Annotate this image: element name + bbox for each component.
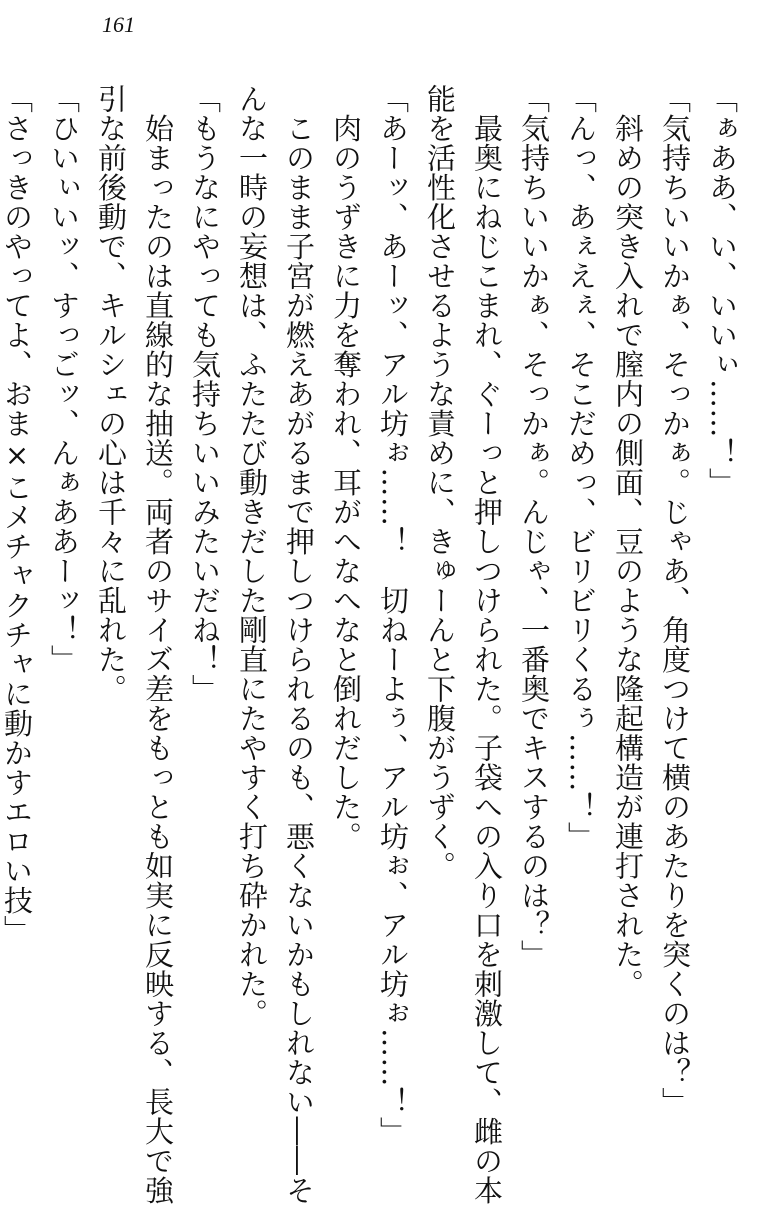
text-line: 「あーッ、あーッ、アル坊ぉ……！ 切ねーよぅ、アル坊ぉ、アル坊ぉ……！」 [376,84,410,1146]
text-line: 「ぁああ、い、いいぃ……！」 [705,84,739,497]
text-line: 「気持ちいいかぁ、そっかぁ。んじゃ、一番奥でキスするのは？」 [517,84,551,969]
text-line: 引な前後動で、キルシェの心は千々に乱れた。 [94,84,128,704]
text-line: このまま子宮が燃えあがるまで押しつけられるのも、悪くないかもしれない――そ [282,84,316,1205]
text-line: 「気持ちいいかぁ、そっかぁ。じゃあ、角度つけて横のあたりを突くのは？」 [658,84,692,1117]
vertical-text-body [0,84,745,1205]
text-line: んな一時の妄想は、ふたたび動きだした剛直にたやすく打ち砕かれた。 [235,84,269,1028]
text-line: 肉のうずきに力を奪われ、耳がへなへなと倒れだした。 [329,84,363,851]
text-line: 「んっ、あぇえぇ、そこだめっ、ビリビリくるぅ……！」 [564,84,598,851]
text-line: 斜めの突き入れで膣内の側面、豆のような隆起構造が連打された。 [611,84,645,999]
text-line: 「ひいぃいッ、すっごッ、んぁああーッ！」 [47,84,81,674]
text-line: 「さっきのやってよ、おま×こメチャクチャに動かすエロい技」 [0,84,34,945]
text-line: 始まったのは直線的な抽送。両者のサイズ差をもっとも如実に反映する、長大で強 [141,84,175,1205]
text-line: 能を活性化させるような責めに、きゅーんと下腹がうずく。 [423,84,457,881]
text-line: 最奥にねじこまれ、ぐーっと押しつけられた。子袋への入り口を刺激して、雌の本 [470,84,504,1205]
text-line: 「もうなにやっても気持ちいいみたいだね！」 [188,84,222,704]
page-number: 161 [102,12,135,37]
